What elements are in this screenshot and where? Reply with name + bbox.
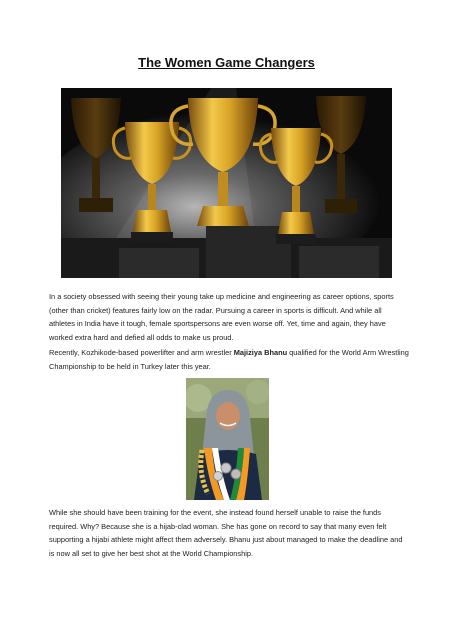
intro-paragraph: In a society obsessed with seeing their young take up medicine and engineering as career options, sports (other than cricket) features fairly low on the radar. Pursuing a career in sports is difficult. And while all athletes in India have it tough, female sportspersons are even worse off. Yet, time and again, they have worked extra hard and defied all odds to make us proud. (49, 292, 394, 342)
trophies-image (61, 88, 392, 278)
recent-paragraph (49, 346, 409, 373)
closing-paragraph: While she should have been training for the event, she instead found herself unable to raise the funds required. Why? Because she is a hijab-clad woman. She has gone on record to say that many even felt supporting a hijabi athlete might affect them adversely. Bhanu just about managed to make the deadline and is now all set to give her best shot at the World Championship. (49, 508, 403, 558)
athlete-photo (186, 378, 269, 500)
recent-text-before: Recently, Kozhikode-based powerlifter and arm wrestler (49, 348, 234, 357)
recent-text-after: qualified for the World Arm Wrestling Championship to be held in Turkey later this year. (49, 348, 409, 371)
page-title: The Women Game Changers (138, 55, 315, 70)
athlete-name: Majiziya Bhanu (233, 348, 288, 357)
